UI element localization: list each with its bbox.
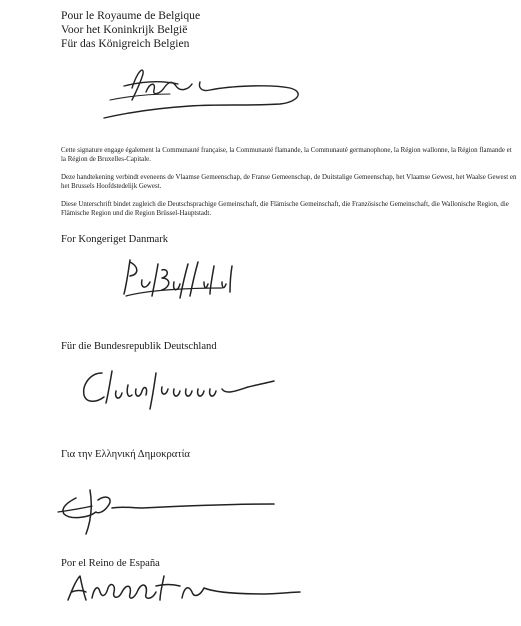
denmark-signature: [118, 252, 268, 308]
germany-signature: [76, 365, 286, 413]
spain-signature: [64, 570, 304, 610]
belgium-notes-de: [61, 200, 517, 219]
greece-heading: Για την Ελληνική Δημοκρατία: [61, 449, 190, 460]
belgium-heading: [61, 9, 200, 51]
belgium-note-de: Diese Unterschrift bindet zugleich die Deutschsprachige Gemeinschaft, die Flämische Gemeinschaft, die Französische Gemeinschaft, die Wallonische Region, die Flämische Region und die Region Brüssel-Hauptstadt.: [61, 201, 509, 218]
belgium-signature: [80, 60, 380, 122]
belgium-note-fr: Cette signature engage également la Communauté française, la Communauté flamande, la Communauté germanophone, la Région wallonne, la Région flamande et la Région de Bruxelles-Capitale.: [61, 147, 512, 164]
belgium-heading-fr: Pour le Royaume de Belgique: [61, 9, 201, 22]
belgium-heading-nl: Voor het Koninkrijk België: [61, 23, 188, 36]
belgium-heading-de: Für das Königreich Belgien: [61, 37, 190, 50]
belgium-note-nl: Deze handtekening verbindt eveneens de Vlaamse Gemeenschap, de Franse Gemeenschap, de Duitstalige Gemeenschap, het Vlaamse Gewest, het Waalse Gewest en het Brussels Hoofdstedelijk Gewest.: [61, 174, 517, 191]
spain-heading: Por el Reino de España: [61, 558, 160, 569]
denmark-heading: For Kongeriget Danmark: [61, 234, 169, 245]
belgium-notes: [61, 146, 517, 165]
belgium-notes-nl: [61, 173, 517, 192]
germany-heading: Für die Bundesrepublik Deutschland: [61, 341, 217, 352]
greece-signature: [52, 484, 282, 538]
